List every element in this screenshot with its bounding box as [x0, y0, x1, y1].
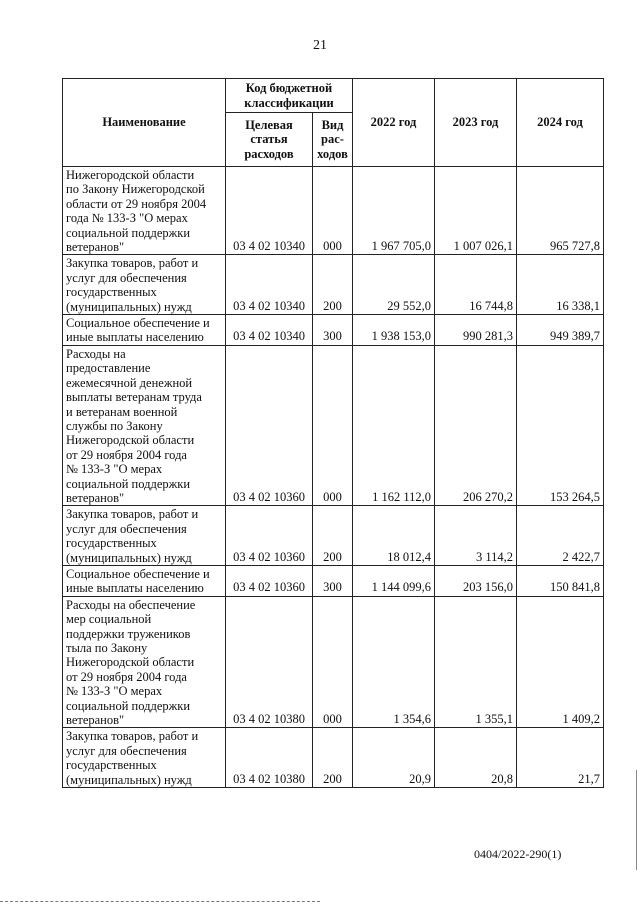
header-2022: 2022 год — [353, 79, 435, 167]
row-name: Закупка товаров, работ и услуг для обеспечения государственных (муниципальных) нужд — [63, 728, 226, 788]
row-name: Социальное обеспечение и иные выплаты населению — [63, 315, 226, 346]
row-target-article: 03 4 02 10380 — [226, 596, 313, 728]
row-value-2024: 150 841,8 — [517, 565, 604, 596]
row-value-2023: 206 270,2 — [435, 345, 517, 505]
table-row — [63, 345, 604, 505]
row-value-2023: 3 114,2 — [435, 506, 517, 566]
row-target-article: 03 4 02 10340 — [226, 255, 313, 315]
header-code-group: Код бюджетной классификации — [226, 79, 353, 113]
row-name: Расходы на предоставление ежемесячной денежной выплаты ветеранам труда и ветеранам военной службы по Закону Нижегородской области от 29 ноября 2004 года № 133-З "О мерах социальной поддержки ветеранов" — [63, 345, 226, 505]
row-value-2022: 1 354,6 — [353, 596, 435, 728]
row-expense-type: 000 — [313, 345, 353, 505]
row-name: Закупка товаров, работ и услуг для обеспечения государственных (муниципальных) нужд — [63, 255, 226, 315]
row-name: Социальное обеспечение и иные выплаты населению — [63, 565, 226, 596]
row-value-2022: 1 938 153,0 — [353, 315, 435, 346]
table-row — [63, 255, 604, 315]
row-value-2024: 16 338,1 — [517, 255, 604, 315]
row-value-2024: 21,7 — [517, 728, 604, 788]
row-expense-type: 200 — [313, 255, 353, 315]
table-row — [63, 315, 604, 346]
scan-bottom-line — [0, 901, 320, 903]
header-name: Наименование — [63, 79, 226, 167]
row-value-2023: 20,8 — [435, 728, 517, 788]
table-row — [63, 596, 604, 728]
row-expense-type: 300 — [313, 565, 353, 596]
budget-table — [62, 78, 604, 788]
page-number: 21 — [313, 38, 327, 53]
header-target-article: Целевая статья расходов — [226, 113, 313, 167]
table-body — [63, 167, 604, 788]
row-value-2022: 1 144 099,6 — [353, 565, 435, 596]
header-2023: 2023 год — [435, 79, 517, 167]
row-value-2022: 18 012,4 — [353, 506, 435, 566]
row-target-article: 03 4 02 10340 — [226, 167, 313, 255]
row-value-2024: 2 422,7 — [517, 506, 604, 566]
scan-edge-line — [636, 770, 637, 870]
table-row — [63, 167, 604, 255]
row-target-article: 03 4 02 10380 — [226, 728, 313, 788]
row-value-2022: 20,9 — [353, 728, 435, 788]
row-value-2023: 203 156,0 — [435, 565, 517, 596]
row-expense-type: 200 — [313, 728, 353, 788]
row-expense-type: 200 — [313, 506, 353, 566]
row-target-article: 03 4 02 10360 — [226, 565, 313, 596]
row-value-2023: 990 281,3 — [435, 315, 517, 346]
table-row — [63, 506, 604, 566]
row-value-2023: 16 744,8 — [435, 255, 517, 315]
row-name: Нижегородской области по Закону Нижегородской области от 29 ноября 2004 года № 133-З "О мерах социальной поддержки ветеранов" — [63, 167, 226, 255]
row-target-article: 03 4 02 10360 — [226, 506, 313, 566]
document-number: 0404/2022-290(1) — [474, 847, 562, 861]
row-value-2024: 949 389,7 — [517, 315, 604, 346]
row-value-2022: 1 967 705,0 — [353, 167, 435, 255]
row-expense-type: 300 — [313, 315, 353, 346]
row-expense-type: 000 — [313, 596, 353, 728]
row-value-2022: 1 162 112,0 — [353, 345, 435, 505]
row-value-2022: 29 552,0 — [353, 255, 435, 315]
row-target-article: 03 4 02 10340 — [226, 315, 313, 346]
table-row — [63, 565, 604, 596]
row-target-article: 03 4 02 10360 — [226, 345, 313, 505]
row-value-2024: 965 727,8 — [517, 167, 604, 255]
header-expense-type: Вид рас- ходов — [313, 113, 353, 167]
table-row — [63, 728, 604, 788]
row-expense-type: 000 — [313, 167, 353, 255]
header-2024: 2024 год — [517, 79, 604, 167]
row-value-2023: 1 007 026,1 — [435, 167, 517, 255]
row-value-2024: 1 409,2 — [517, 596, 604, 728]
row-name: Закупка товаров, работ и услуг для обеспечения государственных (муниципальных) нужд — [63, 506, 226, 566]
row-value-2023: 1 355,1 — [435, 596, 517, 728]
row-name: Расходы на обеспечение мер социальной поддержки тружеников тыла по Закону Нижегородской области от 29 ноября 2004 года № 133-З "О мерах социальной поддержки ветеранов" — [63, 596, 226, 728]
row-value-2024: 153 264,5 — [517, 345, 604, 505]
